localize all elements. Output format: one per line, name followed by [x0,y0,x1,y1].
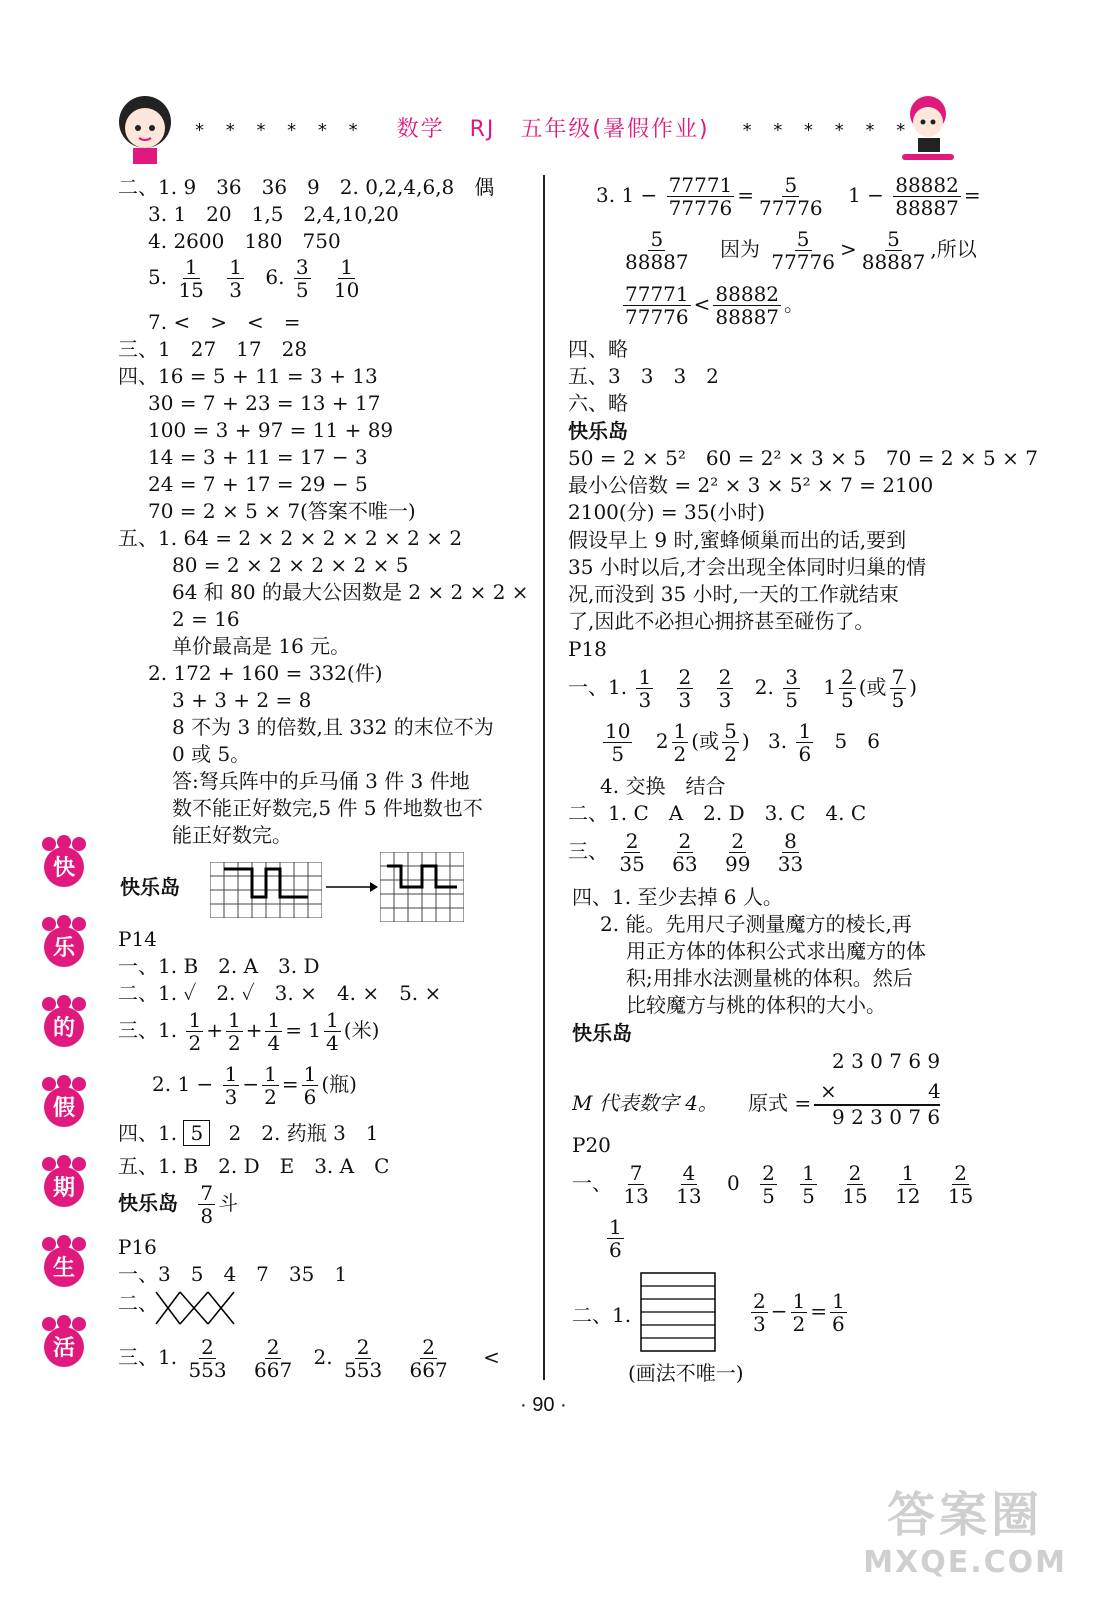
sidebar-badge-6 [36,1235,92,1291]
fraction: $\frac{1}{5}$ [802,1161,815,1208]
answer-line: 30 = 7 + 23 = 13 + 17 [148,391,381,415]
fraction: $\frac{1}{3}$ [638,665,652,712]
page-ref-p14: P14 [118,927,157,951]
answer-line [118,1120,379,1147]
answer-line-fractions: $\frac{77771}{77776}$ < $\frac{88882}{88887}$ 。 [625,282,805,329]
sidebar-char: 活 [52,1336,75,1361]
sidebar-char: 生 [52,1256,75,1281]
unit-label: 斗 [218,1191,239,1215]
answer-line: 假设早上 9 时,蜜蜂倾巢而出的话,要到 [568,528,907,552]
fraction: $\frac{1}{2}$ [792,1289,806,1336]
answer-line: 数不能正好数完,5 件 5 件地数也不 [172,796,483,820]
sidebar-badge-3 [36,995,92,1051]
watermark-line-2: MXQE.COM [863,1545,1067,1580]
multiplication-sign: × [820,1079,837,1103]
answer-line: 比较魔方与桃的体积的大小。 [626,993,886,1017]
answer-line: 2100(分) = 35(小时) [568,500,766,524]
answer-line: 二、1. [572,1303,632,1327]
answer-line: 35 小时以后,才会出现全体同时归巢的情 [568,555,927,579]
fraction: $\frac{2}{3}$ [718,665,732,712]
answer-line: 2 = 16 [172,607,240,631]
fraction-model-figure [640,1272,716,1352]
fraction: $\frac{1}{3}$ [224,1062,238,1109]
fraction: $\frac{88882}{88887}$ [895,173,959,220]
answer-line: 2. 172 + 160 = 332(件) [148,661,383,685]
fraction: $\frac{2}{3}$ [753,1289,766,1336]
expression-text: ) [741,729,750,753]
multiplication-factor: 4 [928,1079,941,1103]
answer-text: 0 [726,1171,740,1195]
answer-line: 单价最高是 16 元。 [172,634,351,658]
girl-cartoon [105,88,185,168]
expression-text: 1 − [848,183,884,207]
answer-line: 2. 能。先用尺子测量魔方的棱长,再 [600,912,912,936]
answer-line-fractions: 一、1. $\frac{1}{3}$ $\frac{2}{3}$ $\frac{2}{3}$ 2. $\frac{3}{5}$ 1 $\frac{2}{5}$ (或 $\frac{7}{5}$ ) [568,665,918,712]
fraction: $\frac{2}{35}$ [619,829,645,876]
header-grade: 五年级 [520,117,593,142]
header-edition: RJ [469,117,496,142]
fraction: $\frac{2}{99}$ [724,829,751,876]
fraction: $\frac{2}{5}$ [762,1161,775,1208]
fraction: $\frac{77771}{77776}$ [668,173,733,220]
multiplication-result: 9 2 3 0 7 6 [832,1105,941,1129]
sidebar-char: 快 [52,856,75,881]
item-number: 2. [754,675,774,699]
item-number: 6. [265,265,285,289]
fraction: $\frac{1}{2}$ [188,1008,202,1055]
answer-line: 四、16 = 5 + 11 = 3 + 13 [118,364,378,388]
answer-line: 一、1. B 2. A 3. D [118,954,320,978]
answer-line: 了,因此不必担心拥挤甚至碰伤了。 [568,609,875,633]
answer-text: 5 6 [834,729,880,753]
answer-line: 70 = 2 × 5 × 7(答案不唯一) [148,499,416,523]
answer-line: 二、1. ✓ 2. ✓ 3. × 4. × 5. × [118,981,442,1005]
item-number: 5. [148,265,168,289]
sidebar-badge-7 [36,1315,92,1371]
fraction: $\frac{2}{553}$ [344,1335,383,1382]
fraction: $\frac{2}{63}$ [672,829,698,876]
sidebar-badge-1 [36,835,92,891]
fraction: $\frac{2}{553}$ [188,1335,227,1382]
answer-line: 五、3 3 3 2 [568,364,719,388]
answer-line: 三、1 27 17 28 [118,337,308,361]
item-number: 一、 [572,1171,612,1195]
answer-line: 积;用排水法测量桃的体积。然后 [626,966,913,990]
sidebar-char: 乐 [52,936,75,961]
expression-text: ) [909,675,918,699]
sidebar-badge-2 [36,915,92,971]
watermark [863,1476,1067,1580]
answer-line: 100 = 3 + 97 = 11 + 89 [148,418,394,442]
expression-text: 。 [784,292,805,316]
fraction: $\frac{1}{2}$ [264,1062,277,1109]
expression-text: (或 [858,675,887,699]
unit-label: (瓶) [321,1072,357,1096]
answer-line: 7. < > < = [148,310,301,334]
answer-text: 2 2. 药瓶 3 1 [228,1121,379,1145]
sidebar-char: 的 [52,1016,75,1041]
fraction: $\frac{2}{3}$ [678,665,692,712]
item-number: 2. [313,1345,333,1369]
answer-line: 50 = 2 × 5² 60 = 2² × 3 × 5 70 = 2 × 5 × 7 [568,446,1038,470]
fraction: $\frac{1}{12}$ [895,1161,921,1208]
page-header [195,112,913,143]
page-ref-p18: P18 [568,637,607,661]
fraction: $\frac{1}{2}$ [227,1008,241,1055]
cross-lines-figure [150,1288,240,1328]
answer-line: 二、1. C A 2. D 3. C 4. C [568,801,867,825]
section-title-happy-island: 快乐岛 [118,1191,178,1215]
fraction: $\frac{2}{15}$ [947,1161,974,1208]
answer-line: M 代表数字 4。 [572,1091,718,1115]
answer-line-fractions: 3. 1 − $\frac{77771}{77776}$ = $\frac{5}{77776}$ 1 − $\frac{88882}{88887}$ = [596,173,981,220]
answer-line-fractions [148,256,364,301]
answer-line: 3. 1 20 1,5 2,4,10,20 [148,202,399,226]
fraction: $\frac{1}{15}$ [178,255,204,302]
unit-label: (米) [343,1018,380,1042]
answer-line: 答:弩兵阵中的乒马俑 3 件 3 件地 [172,769,470,793]
fraction: $\frac{2}{667}$ [254,1335,293,1382]
page-ref-p16: P16 [118,1235,157,1259]
answer-line-fractions [118,1182,238,1227]
fraction: $\frac{5}{77776}$ [759,173,823,220]
fraction: $\frac{3}{5}$ [295,255,309,302]
fraction: $\frac{88882}{88887}$ [715,282,780,329]
fraction: $\frac{5}{88887}$ [861,227,926,274]
sidebar-badge-5 [36,1155,92,1211]
sidebar-char: 期 [52,1176,75,1201]
item-number: 四、1. [118,1121,178,1145]
answer-line-fractions [604,1216,627,1261]
item-number: 三、1. [118,1018,178,1042]
sidebar-char: 假 [52,1096,75,1121]
answer-line: 用正方体的体积公式求出魔方的体 [626,939,926,963]
fraction: $\frac{1}{3}$ [229,255,242,302]
answer-line: 能正好数完。 [172,823,292,847]
fraction: $\frac{5}{88887}$ [625,227,689,274]
answer-line-fractions [572,1162,978,1207]
answer-line: 况,而没到 35 小时,一天的工作就结束 [568,582,899,606]
answer-line-fractions: 2. 1 − $\frac{1}{3}$ − $\frac{1}{2}$ = $\frac{1}{6}$ (瓶) [152,1062,357,1109]
answer-line: 一、3 5 4 7 35 1 [118,1262,348,1286]
page-number: · 90 · [520,1394,567,1416]
header-subject: 数学 [396,117,445,142]
item-number: 一、1. [568,675,628,699]
answer-line: 二、 [118,1291,158,1315]
fraction: $\frac{1}{2}$ [673,719,687,766]
fraction: $\frac{7}{8}$ [200,1181,214,1228]
arrow-icon [326,878,378,890]
fraction: $\frac{10}{5}$ [605,719,631,766]
expression-text: 因为 [719,237,760,261]
fraction: $\frac{4}{13}$ [676,1161,702,1208]
fraction: $\frac{7}{5}$ [891,665,905,712]
answer-line: 8 不为 3 的倍数,且 332 的末位不为 [172,715,494,739]
grid-figure-after [380,852,464,922]
answer-line: 80 = 2 × 2 × 2 × 2 × 5 [172,553,409,577]
answer-line: 3 + 3 + 2 = 8 [172,688,312,712]
fraction: $\frac{1}{6}$ [798,719,812,766]
fraction: $\frac{2}{5}$ [841,665,854,712]
comparison-sign: < [483,1345,500,1369]
page-ref-p20: P20 [572,1133,611,1157]
answer-line: 4. 2600 180 750 [148,229,341,253]
fraction: $\frac{1}{4}$ [326,1008,339,1055]
answer-line: 原式 = [748,1091,812,1115]
column-divider [543,175,545,1380]
fraction: $\frac{3}{5}$ [785,665,798,712]
answer-line: 五、1. 64 = 2 × 2 × 2 × 2 × 2 × 2 [118,526,463,550]
answer-line: 四、略 [568,337,628,361]
answer-line-fractions: $\frac{2}{3}$ − $\frac{1}{2}$ = $\frac{1}{6}$ [753,1289,845,1336]
section-title-happy-island: 快乐岛 [568,419,628,443]
answer-line: 最小公倍数 = 2² × 3 × 5² × 7 = 2100 [568,473,934,497]
fraction: $\frac{2}{667}$ [409,1335,448,1382]
answer-line: 64 和 80 的最大公因数是 2 × 2 × 2 × [172,580,529,604]
answer-line: 4. 交换 结合 [600,774,726,798]
boxed-answer: 5 [183,1120,210,1146]
fraction: $\frac{1}{10}$ [333,255,360,302]
fraction: $\frac{1}{6}$ [609,1215,622,1262]
item-number: 3. [768,729,788,753]
fraction: $\frac{5}{2}$ [724,719,737,766]
fraction: $\frac{77771}{77776}$ [625,282,689,329]
expression-text: (或 [691,729,720,753]
answer-line: 四、1. 至少去掉 6 人。 [572,885,783,909]
header-stars-left: * * * * * * [195,120,366,141]
answer-line: 0 或 5。 [172,742,251,766]
item-number: 3. 1 − [596,183,658,207]
fraction: $\frac{1}{4}$ [267,1008,281,1055]
answer-line: 六、略 [568,391,628,415]
answer-line: 24 = 7 + 17 = 29 − 5 [148,472,368,496]
fraction: $\frac{8}{33}$ [777,829,804,876]
answer-line: 二、1. 9 36 36 9 2. 0,2,4,6,8 偶 [118,175,495,199]
fraction: $\frac{1}{6}$ [832,1289,845,1336]
answer-line: 14 = 3 + 11 = 17 − 3 [148,445,368,469]
item-number: 三、1. [118,1345,178,1369]
answer-note: (画法不唯一) [628,1361,744,1385]
watermark-line-1: 答案圈 [887,1487,1044,1543]
multiplication-top: 2 3 0 7 6 9 [832,1049,941,1073]
sidebar-badge-4 [36,1075,92,1131]
answer-line-fractions: $\frac{5}{88887}$ 因为 $\frac{5}{77776}$ > $\frac{5}{88887}$ ,所以 [625,227,977,274]
fraction: $\frac{2}{15}$ [842,1161,868,1208]
answer-line-fractions: 三、1. $\frac{1}{2}$ + $\frac{1}{2}$ + $\frac{1}{4}$ = 1 $\frac{1}{4}$ (米) [118,1008,380,1055]
answer-line-fractions [568,830,808,875]
header-note: (暑假作业) [592,117,710,142]
header-stars-right: * * * * * * [742,120,914,141]
grid-figure-before [210,862,322,918]
answer-line: 五、1. B 2. D E 3. A C [118,1154,390,1178]
section-title-happy-island: 快乐岛 [120,875,180,899]
fraction: $\frac{7}{13}$ [623,1161,649,1208]
answer-line-fractions: $\frac{10}{5}$ 2 $\frac{1}{2}$ (或 $\frac{5}{2}$ ) 3. $\frac{1}{6}$ 5 6 [605,719,880,766]
answer-line-fractions [118,1336,500,1381]
item-number: 2. 1 − [152,1072,214,1096]
expression-text: ,所以 [930,237,977,261]
fraction: $\frac{1}{6}$ [303,1062,317,1109]
item-number: 三、 [568,839,608,863]
section-title-happy-island: 快乐岛 [572,1021,632,1045]
fraction: $\frac{5}{77776}$ [771,227,835,274]
